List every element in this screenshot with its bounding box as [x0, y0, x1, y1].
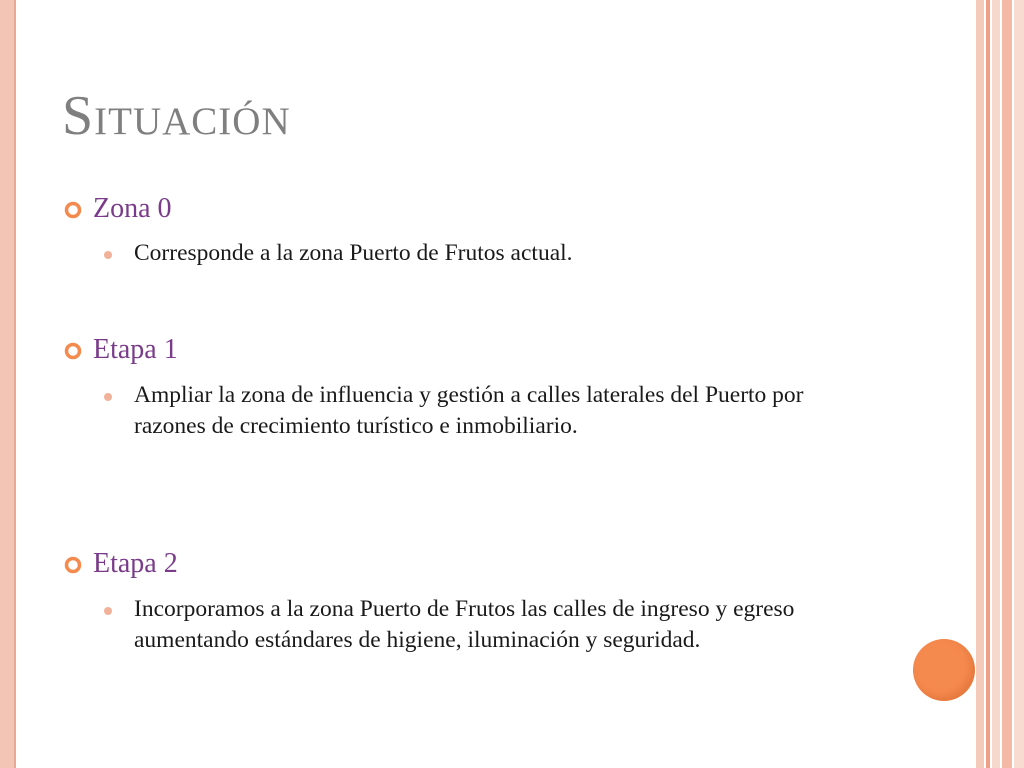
orange-circle-decoration: [913, 639, 975, 701]
section-heading-label: Zona 0: [93, 193, 172, 224]
right-stripe-decoration: [992, 0, 1000, 768]
right-stripe-decoration: [986, 0, 990, 768]
orange-ring-bullet-icon: [64, 201, 82, 219]
right-stripe-decoration: [976, 0, 984, 768]
right-stripe-decoration: [1014, 0, 1024, 768]
section-heading-etapa-1: [64, 334, 178, 366]
left-border-decoration: [0, 0, 16, 768]
orange-ring-bullet-icon: [64, 342, 82, 360]
bullet-dot-icon: [104, 393, 112, 401]
list-item-text: Corresponde a la zona Puerto de Frutos actual.: [134, 240, 573, 266]
section-heading-etapa-2: [64, 548, 178, 580]
list-item-text: Ampliar la zona de influencia y gestión a calles laterales del Puerto por razones de crecimiento turístico e inmobiliario.: [134, 382, 804, 439]
section-heading-label: Etapa 1: [93, 334, 178, 365]
slide-title: Situación: [62, 85, 291, 147]
section-heading-label: Etapa 2: [93, 548, 178, 579]
bullet-dot-icon: [104, 607, 112, 615]
orange-ring-bullet-icon: [64, 556, 82, 574]
bullet-dot-icon: [104, 251, 112, 259]
list-item-text: Incorporamos a la zona Puerto de Frutos las calles de ingreso y egreso aumentando estándares de higiene, iluminación y seguridad.: [134, 596, 795, 653]
section-heading-zona-0: [64, 193, 172, 225]
right-stripe-decoration: [1002, 0, 1012, 768]
